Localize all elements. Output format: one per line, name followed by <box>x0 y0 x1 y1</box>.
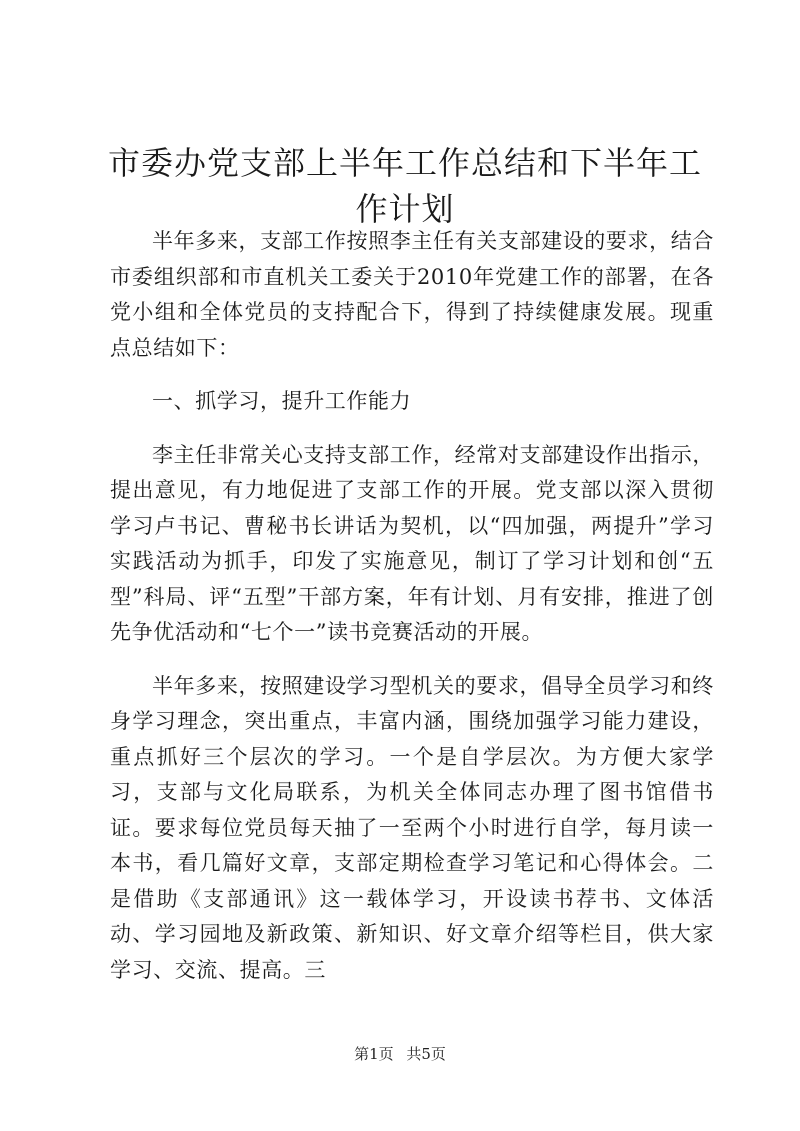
document-body <box>110 224 714 1006</box>
page-number: 第1页 <box>354 1045 394 1063</box>
document-title: 市委办党支部上半年工作总结和下半年工作计划 <box>107 144 702 228</box>
paragraph: 李主任非常关心支持支部工作，经常对支部建设作出指示，提出意见，有力地促进了支部工作的开展。党支部以深入贯彻学习卢书记、曹秘书长讲话为契机，以“四加强，两提升”学习实践活动为抓手，印发了实施意见，制订了学习计划和创“五型”科局、评“五型”干部方案，年有计划、月有安排，推进了创先争优活动和“七个一”读书竞赛活动的开展。 <box>110 442 714 644</box>
paragraph-intro: 半年多来，支部工作按照李主任有关支部建设的要求，结合市委组织部和市直机关工委关于2010年党建工作的部署，在各党小组和全体党员的支持配合下，得到了持续健康发展。现重点总结如下： <box>110 229 714 360</box>
section-heading: 一、抓学习，提升工作能力 <box>152 389 412 413</box>
page-total: 共5页 <box>406 1045 446 1063</box>
page-footer <box>0 1044 800 1064</box>
paragraph: 半年多来，按照建设学习型机关的要求，倡导全员学习和终身学习理念，突出重点，丰富内涵，围绕加强学习能力建设，重点抓好三个层次的学习。一个是自学层次。为方便大家学习，支部与文化局联系，为机关全体同志办理了图书馆借书证。要求每位党员每天抽了一至两个小时进行自学，每月读一本书，看几篇好文章，支部定期检查学习笔记和心得体会。二是借助《支部通讯》这一载体学习，开设读书荐书、文体活动、学习园地及新政策、新知识、好文章介绍等栏目，供大家学习、交流、提高。三 <box>110 673 714 982</box>
